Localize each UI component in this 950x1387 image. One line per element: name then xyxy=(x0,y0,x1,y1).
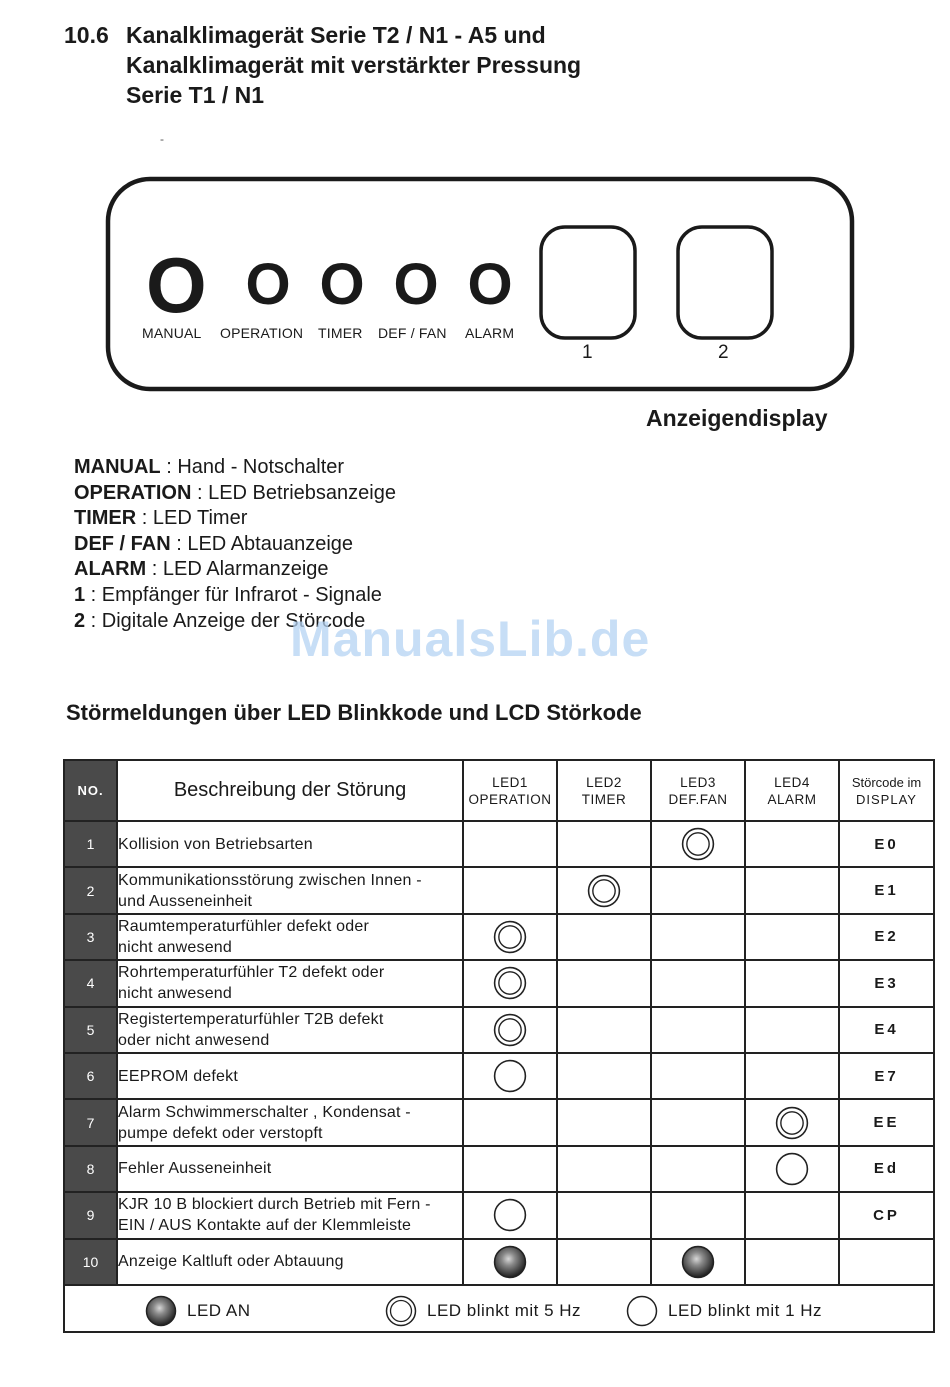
legend-item: ALARM : LED Alarmanzeige xyxy=(74,558,329,581)
led2-cell xyxy=(557,1146,651,1192)
led-on-icon xyxy=(681,1245,715,1279)
table-row xyxy=(64,821,934,867)
led1-cell xyxy=(463,867,557,913)
led2-cell xyxy=(557,1053,651,1099)
header-led4: LED4 ALARM xyxy=(745,760,839,821)
title-line-1: Kanalklimagerät Serie T2 / N1 - A5 und xyxy=(126,22,546,48)
row-number: 10 xyxy=(64,1239,117,1285)
panel-legend xyxy=(74,455,396,634)
manual-switch-glyph: O xyxy=(146,241,207,329)
led1-cell xyxy=(463,914,557,960)
error-code xyxy=(839,1239,934,1285)
fault-table xyxy=(63,759,935,1333)
row-description: EEPROM defekt xyxy=(117,1053,463,1099)
label-operation: OPERATION xyxy=(220,325,304,341)
receiver-2-label: 2 xyxy=(718,342,729,363)
legend-item: 2 : Digitale Anzeige der Störcode xyxy=(74,609,366,632)
table-row xyxy=(64,867,934,913)
led4-cell xyxy=(745,1239,839,1285)
led1-cell xyxy=(463,960,557,1006)
led-blink-5hz-icon xyxy=(681,827,715,861)
row-description: Alarm Schwimmerschalter , Kondensat - pumpe defekt oder verstopft xyxy=(117,1099,463,1145)
table-row xyxy=(64,1007,934,1053)
led-blink-5hz-icon xyxy=(385,1295,417,1327)
row-description: Rohrtemperaturfühler T2 defekt oder nicht anwesend xyxy=(117,960,463,1006)
key-led-on: LED AN xyxy=(145,1295,250,1327)
row-description: Kommunikationsstörung zwischen Innen - und Ausseneinheit xyxy=(117,867,463,913)
error-code: E2 xyxy=(839,914,934,960)
title-line-2: Kanalklimagerät mit verstärkter Pressung xyxy=(126,52,582,78)
label-alarm: ALARM xyxy=(465,325,515,341)
error-code: E3 xyxy=(839,960,934,1006)
stray-mark: - xyxy=(160,132,164,146)
led-blink-1hz-icon xyxy=(493,1198,527,1232)
led-blink-5hz-icon xyxy=(493,966,527,1000)
receiver-1-window xyxy=(541,227,635,338)
legend-item: DEF / FAN : LED Abtauanzeige xyxy=(74,532,354,555)
label-def-fan: DEF / FAN xyxy=(378,325,447,341)
led3-cell xyxy=(651,1099,745,1145)
key-led-blink5: LED blinkt mit 5 Hz xyxy=(385,1295,581,1327)
led4-cell xyxy=(745,914,839,960)
row-description: Registertemperaturfühler T2B defekt oder nicht anwesend xyxy=(117,1007,463,1053)
fault-section-title: Störmeldungen über LED Blinkkode und LCD Störkode xyxy=(66,700,642,725)
led1-cell xyxy=(463,1192,557,1238)
row-description: KJR 10 B blockiert durch Betrieb mit Fern - EIN / AUS Kontakte auf der Klemmleiste xyxy=(117,1192,463,1238)
table-row xyxy=(64,1099,934,1145)
row-number: 1 xyxy=(64,821,117,867)
receiver-2-window xyxy=(678,227,772,338)
led-on-icon xyxy=(493,1245,527,1279)
row-number: 6 xyxy=(64,1053,117,1099)
led-blink-1hz-icon xyxy=(493,1059,527,1093)
row-number: 8 xyxy=(64,1146,117,1192)
led1-cell xyxy=(463,1099,557,1145)
led3-cell xyxy=(651,914,745,960)
led4-cell xyxy=(745,1192,839,1238)
error-code: E4 xyxy=(839,1007,934,1053)
def-fan-led-glyph: O xyxy=(393,252,439,317)
led-blink-1hz-icon xyxy=(775,1152,809,1186)
led4-cell xyxy=(745,960,839,1006)
led4-cell xyxy=(745,821,839,867)
row-number: 2 xyxy=(64,867,117,913)
led3-cell xyxy=(651,867,745,913)
legend-item: 1 : Empfänger für Infrarot - Signale xyxy=(74,583,382,606)
led3-cell xyxy=(651,960,745,1006)
header-no: NO. xyxy=(64,760,117,821)
led-blink-5hz-icon xyxy=(775,1106,809,1140)
led3-cell xyxy=(651,1239,745,1285)
row-description: Raumtemperaturfühler defekt oder nicht anwesend xyxy=(117,914,463,960)
led2-cell xyxy=(557,867,651,913)
section-number: 10.6 xyxy=(64,22,109,48)
table-row xyxy=(64,1053,934,1099)
led3-cell xyxy=(651,1007,745,1053)
led4-cell xyxy=(745,1146,839,1192)
section-title xyxy=(64,20,581,110)
row-description: Fehler Ausseneinheit xyxy=(117,1146,463,1192)
row-number: 5 xyxy=(64,1007,117,1053)
error-code: EE xyxy=(839,1099,934,1145)
error-code: E1 xyxy=(839,867,934,913)
led1-cell xyxy=(463,1007,557,1053)
led-blink-5hz-icon xyxy=(587,874,621,908)
label-manual: MANUAL xyxy=(142,325,202,341)
led-on-icon xyxy=(145,1295,177,1327)
row-description: Kollision von Betriebsarten xyxy=(117,821,463,867)
led-blink-1hz-icon xyxy=(626,1295,658,1327)
row-number: 3 xyxy=(64,914,117,960)
label-timer: TIMER xyxy=(318,325,363,341)
operation-led-glyph: O xyxy=(245,252,291,317)
led2-cell xyxy=(557,1239,651,1285)
led2-cell xyxy=(557,960,651,1006)
led3-cell xyxy=(651,1053,745,1099)
header-led2: LED2 TIMER xyxy=(557,760,651,821)
led1-cell xyxy=(463,1239,557,1285)
led2-cell xyxy=(557,914,651,960)
alarm-led-glyph: O xyxy=(467,252,513,317)
led4-cell xyxy=(745,1099,839,1145)
table-row xyxy=(64,960,934,1006)
error-code: E0 xyxy=(839,821,934,867)
led1-cell xyxy=(463,1053,557,1099)
header-code: Störcode im DISPLAY xyxy=(839,760,934,821)
led-key-row xyxy=(64,1285,934,1332)
timer-led-glyph: O xyxy=(319,252,365,317)
panel-caption: Anzeigendisplay xyxy=(646,405,828,431)
error-code: E7 xyxy=(839,1053,934,1099)
table-row xyxy=(64,914,934,960)
led3-cell xyxy=(651,1192,745,1238)
error-code: CP xyxy=(839,1192,934,1238)
header-led1: LED1 OPERATION xyxy=(463,760,557,821)
row-number: 9 xyxy=(64,1192,117,1238)
led3-cell xyxy=(651,1146,745,1192)
led1-cell xyxy=(463,1146,557,1192)
legend-item: MANUAL : Hand - Notschalter xyxy=(74,456,345,478)
led2-cell xyxy=(557,1192,651,1238)
table-row xyxy=(64,1146,934,1192)
led-blink-5hz-icon xyxy=(493,920,527,954)
title-line-3: Serie T1 / N1 xyxy=(126,82,265,108)
led3-cell xyxy=(651,821,745,867)
led4-cell xyxy=(745,1053,839,1099)
error-code: Ed xyxy=(839,1146,934,1192)
led4-cell xyxy=(745,867,839,913)
led2-cell xyxy=(557,1099,651,1145)
watermark: ManualsLib.de xyxy=(290,611,651,667)
row-description: Anzeige Kaltluft oder Abtauung xyxy=(117,1239,463,1285)
led2-cell xyxy=(557,1007,651,1053)
key-led-blink1: LED blinkt mit 1 Hz xyxy=(626,1295,822,1327)
table-row xyxy=(64,1239,934,1285)
receiver-1-label: 1 xyxy=(582,342,593,363)
header-led3: LED3 DEF.FAN xyxy=(651,760,745,821)
led-blink-5hz-icon xyxy=(493,1013,527,1047)
led1-cell xyxy=(463,821,557,867)
led4-cell xyxy=(745,1007,839,1053)
led2-cell xyxy=(557,821,651,867)
header-description: Beschreibung der Störung xyxy=(117,760,463,821)
row-number: 7 xyxy=(64,1099,117,1145)
table-row xyxy=(64,1192,934,1238)
legend-item: TIMER : LED Timer xyxy=(74,507,248,530)
row-number: 4 xyxy=(64,960,117,1006)
legend-item: OPERATION : LED Betriebsanzeige xyxy=(74,481,396,504)
